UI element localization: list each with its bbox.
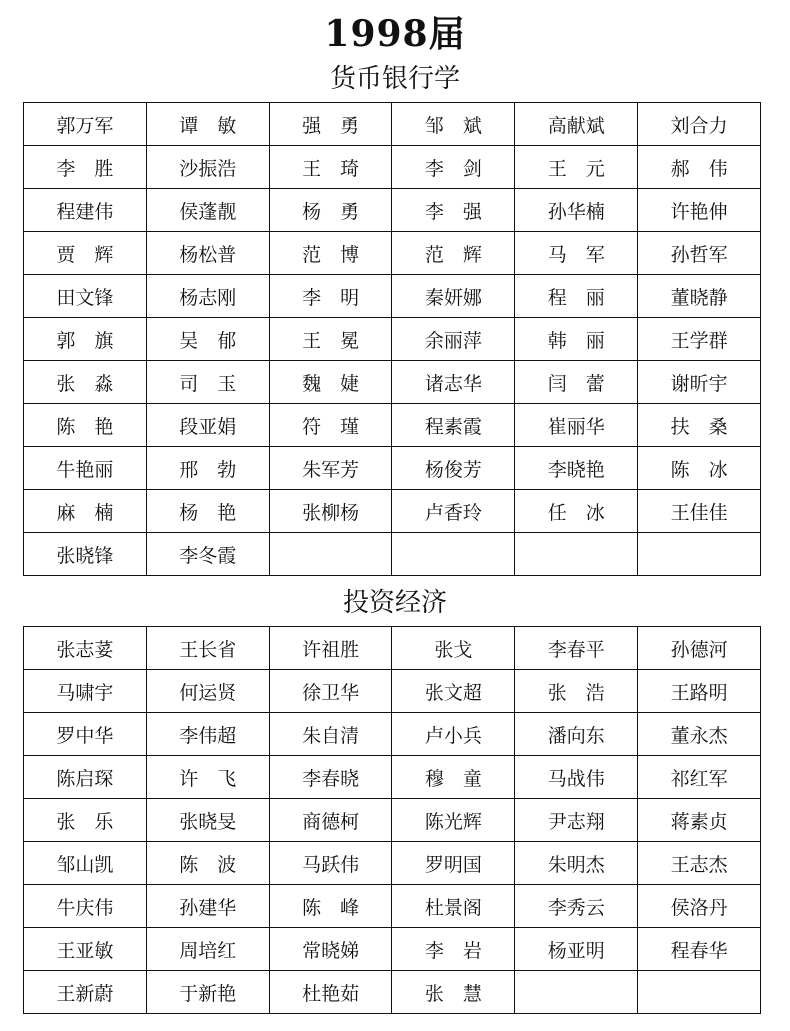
name-cell: 韩 丽 xyxy=(515,318,638,361)
name-cell: 尹志翔 xyxy=(515,799,638,842)
name-cell: 李 岩 xyxy=(392,928,515,971)
name-cell: 马 军 xyxy=(515,232,638,275)
table-row xyxy=(24,971,761,1014)
name-cell: 王长省 xyxy=(146,627,269,670)
name-cell: 牛庆伟 xyxy=(24,885,147,928)
name-cell: 杨俊芳 xyxy=(392,447,515,490)
table-row xyxy=(24,842,761,885)
name-cell: 王路明 xyxy=(638,670,761,713)
name-cell: 徐卫华 xyxy=(269,670,392,713)
name-cell: 张戈 xyxy=(392,627,515,670)
name-cell: 陈 波 xyxy=(146,842,269,885)
name-cell: 李伟超 xyxy=(146,713,269,756)
name-cell: 杜景阁 xyxy=(392,885,515,928)
name-cell: 王学群 xyxy=(638,318,761,361)
name-cell: 穆 童 xyxy=(392,756,515,799)
name-cell: 许祖胜 xyxy=(269,627,392,670)
name-cell: 余丽萍 xyxy=(392,318,515,361)
name-cell: 王 冕 xyxy=(269,318,392,361)
name-cell: 强 勇 xyxy=(269,103,392,146)
table-row xyxy=(24,447,761,490)
name-cell: 范 辉 xyxy=(392,232,515,275)
name-cell: 田文锋 xyxy=(24,275,147,318)
name-cell: 马战伟 xyxy=(515,756,638,799)
name-cell: 罗中华 xyxy=(24,713,147,756)
name-cell: 杜艳茹 xyxy=(269,971,392,1014)
name-cell: 郭万军 xyxy=(24,103,147,146)
name-cell: 周培红 xyxy=(146,928,269,971)
name-cell: 诸志华 xyxy=(392,361,515,404)
name-cell: 陈光辉 xyxy=(392,799,515,842)
name-cell: 程 丽 xyxy=(515,275,638,318)
name-cell: 郝 伟 xyxy=(638,146,761,189)
name-cell: 魏 婕 xyxy=(269,361,392,404)
name-cell: 朱明杰 xyxy=(515,842,638,885)
name-cell: 吴 郁 xyxy=(146,318,269,361)
name-cell: 常晓娣 xyxy=(269,928,392,971)
name-cell: 张 淼 xyxy=(24,361,147,404)
name-cell: 麻 楠 xyxy=(24,490,147,533)
name-cell: 沙振浩 xyxy=(146,146,269,189)
name-cell: 邹 斌 xyxy=(392,103,515,146)
name-cell: 谢昕宇 xyxy=(638,361,761,404)
name-cell: 符 瑾 xyxy=(269,404,392,447)
name-cell: 蒋素贞 xyxy=(638,799,761,842)
name-cell xyxy=(638,533,761,576)
name-cell: 郭 旗 xyxy=(24,318,147,361)
name-cell: 邹山凯 xyxy=(24,842,147,885)
name-cell: 潘向东 xyxy=(515,713,638,756)
name-cell: 贾 辉 xyxy=(24,232,147,275)
name-cell: 李冬霞 xyxy=(146,533,269,576)
table-row xyxy=(24,928,761,971)
name-cell: 杨 艳 xyxy=(146,490,269,533)
name-cell: 张 乐 xyxy=(24,799,147,842)
name-cell: 侯蓬靓 xyxy=(146,189,269,232)
name-cell: 秦妍娜 xyxy=(392,275,515,318)
name-cell: 李 剑 xyxy=(392,146,515,189)
name-cell: 李春平 xyxy=(515,627,638,670)
table-row xyxy=(24,533,761,576)
name-cell: 高献斌 xyxy=(515,103,638,146)
name-cell: 张志荽 xyxy=(24,627,147,670)
name-cell: 王 元 xyxy=(515,146,638,189)
name-cell: 李 强 xyxy=(392,189,515,232)
name-cell: 崔丽华 xyxy=(515,404,638,447)
name-cell: 杨松普 xyxy=(146,232,269,275)
table-row xyxy=(24,103,761,146)
name-cell: 杨亚明 xyxy=(515,928,638,971)
name-cell: 张 慧 xyxy=(392,971,515,1014)
name-cell: 侯洛丹 xyxy=(638,885,761,928)
name-cell: 董永杰 xyxy=(638,713,761,756)
name-cell: 王亚敏 xyxy=(24,928,147,971)
table-row xyxy=(24,361,761,404)
table-row xyxy=(24,404,761,447)
name-cell: 李 胜 xyxy=(24,146,147,189)
roster-table-2 xyxy=(23,626,761,1014)
name-cell: 罗明国 xyxy=(392,842,515,885)
name-cell: 朱军芳 xyxy=(269,447,392,490)
name-cell: 许 飞 xyxy=(146,756,269,799)
name-cell: 孙德河 xyxy=(638,627,761,670)
name-cell: 马跃伟 xyxy=(269,842,392,885)
table-row xyxy=(24,275,761,318)
name-cell: 段亚娟 xyxy=(146,404,269,447)
table-row xyxy=(24,799,761,842)
roster-table-1 xyxy=(23,102,761,576)
name-cell xyxy=(392,533,515,576)
name-cell: 扶 桑 xyxy=(638,404,761,447)
table-row xyxy=(24,756,761,799)
table-row xyxy=(24,670,761,713)
name-cell: 刘合力 xyxy=(638,103,761,146)
name-cell: 陈 冰 xyxy=(638,447,761,490)
name-cell: 李 明 xyxy=(269,275,392,318)
name-cell: 李晓艳 xyxy=(515,447,638,490)
name-cell: 张晓锋 xyxy=(24,533,147,576)
name-cell: 张晓旻 xyxy=(146,799,269,842)
section-title-2: 投资经济 xyxy=(342,588,447,618)
name-cell: 卢小兵 xyxy=(392,713,515,756)
name-cell: 谭 敏 xyxy=(146,103,269,146)
name-cell: 商德柯 xyxy=(269,799,392,842)
name-cell: 孙哲军 xyxy=(638,232,761,275)
name-cell: 程建伟 xyxy=(24,189,147,232)
name-cell: 范 博 xyxy=(269,232,392,275)
name-cell: 王 琦 xyxy=(269,146,392,189)
name-cell: 程春华 xyxy=(638,928,761,971)
name-cell: 王新蔚 xyxy=(24,971,147,1014)
name-cell: 杨 勇 xyxy=(269,189,392,232)
name-cell: 朱自清 xyxy=(269,713,392,756)
name-cell xyxy=(269,533,392,576)
name-cell: 邢 勃 xyxy=(146,447,269,490)
table-row xyxy=(24,490,761,533)
name-cell: 张文超 xyxy=(392,670,515,713)
name-cell: 闫 蕾 xyxy=(515,361,638,404)
name-cell: 许艳伸 xyxy=(638,189,761,232)
table-row xyxy=(24,627,761,670)
name-cell: 牛艳丽 xyxy=(24,447,147,490)
table-row xyxy=(24,189,761,232)
name-cell xyxy=(638,971,761,1014)
name-cell: 陈启琛 xyxy=(24,756,147,799)
name-cell: 孙建华 xyxy=(146,885,269,928)
name-cell xyxy=(515,533,638,576)
name-cell: 张柳杨 xyxy=(269,490,392,533)
name-cell: 于新艳 xyxy=(146,971,269,1014)
name-cell: 何运贤 xyxy=(146,670,269,713)
name-cell: 董晓静 xyxy=(638,275,761,318)
name-cell: 孙华楠 xyxy=(515,189,638,232)
name-cell: 马啸宇 xyxy=(24,670,147,713)
name-cell xyxy=(515,971,638,1014)
table-row xyxy=(24,146,761,189)
page-title: 1998届 xyxy=(324,13,466,55)
name-cell: 王志杰 xyxy=(638,842,761,885)
name-cell: 李秀云 xyxy=(515,885,638,928)
name-cell: 任 冰 xyxy=(515,490,638,533)
name-cell: 祁红军 xyxy=(638,756,761,799)
name-cell: 张 浩 xyxy=(515,670,638,713)
table-row xyxy=(24,885,761,928)
table-row xyxy=(24,713,761,756)
name-cell: 陈 峰 xyxy=(269,885,392,928)
name-cell: 李春晓 xyxy=(269,756,392,799)
table-row xyxy=(24,318,761,361)
section-title-1: 货币银行学 xyxy=(329,64,460,94)
name-cell: 杨志刚 xyxy=(146,275,269,318)
name-cell: 王佳佳 xyxy=(638,490,761,533)
name-cell: 卢香玲 xyxy=(392,490,515,533)
table-row xyxy=(24,232,761,275)
name-cell: 程素霞 xyxy=(392,404,515,447)
name-cell: 陈 艳 xyxy=(24,404,147,447)
name-cell: 司 玉 xyxy=(146,361,269,404)
